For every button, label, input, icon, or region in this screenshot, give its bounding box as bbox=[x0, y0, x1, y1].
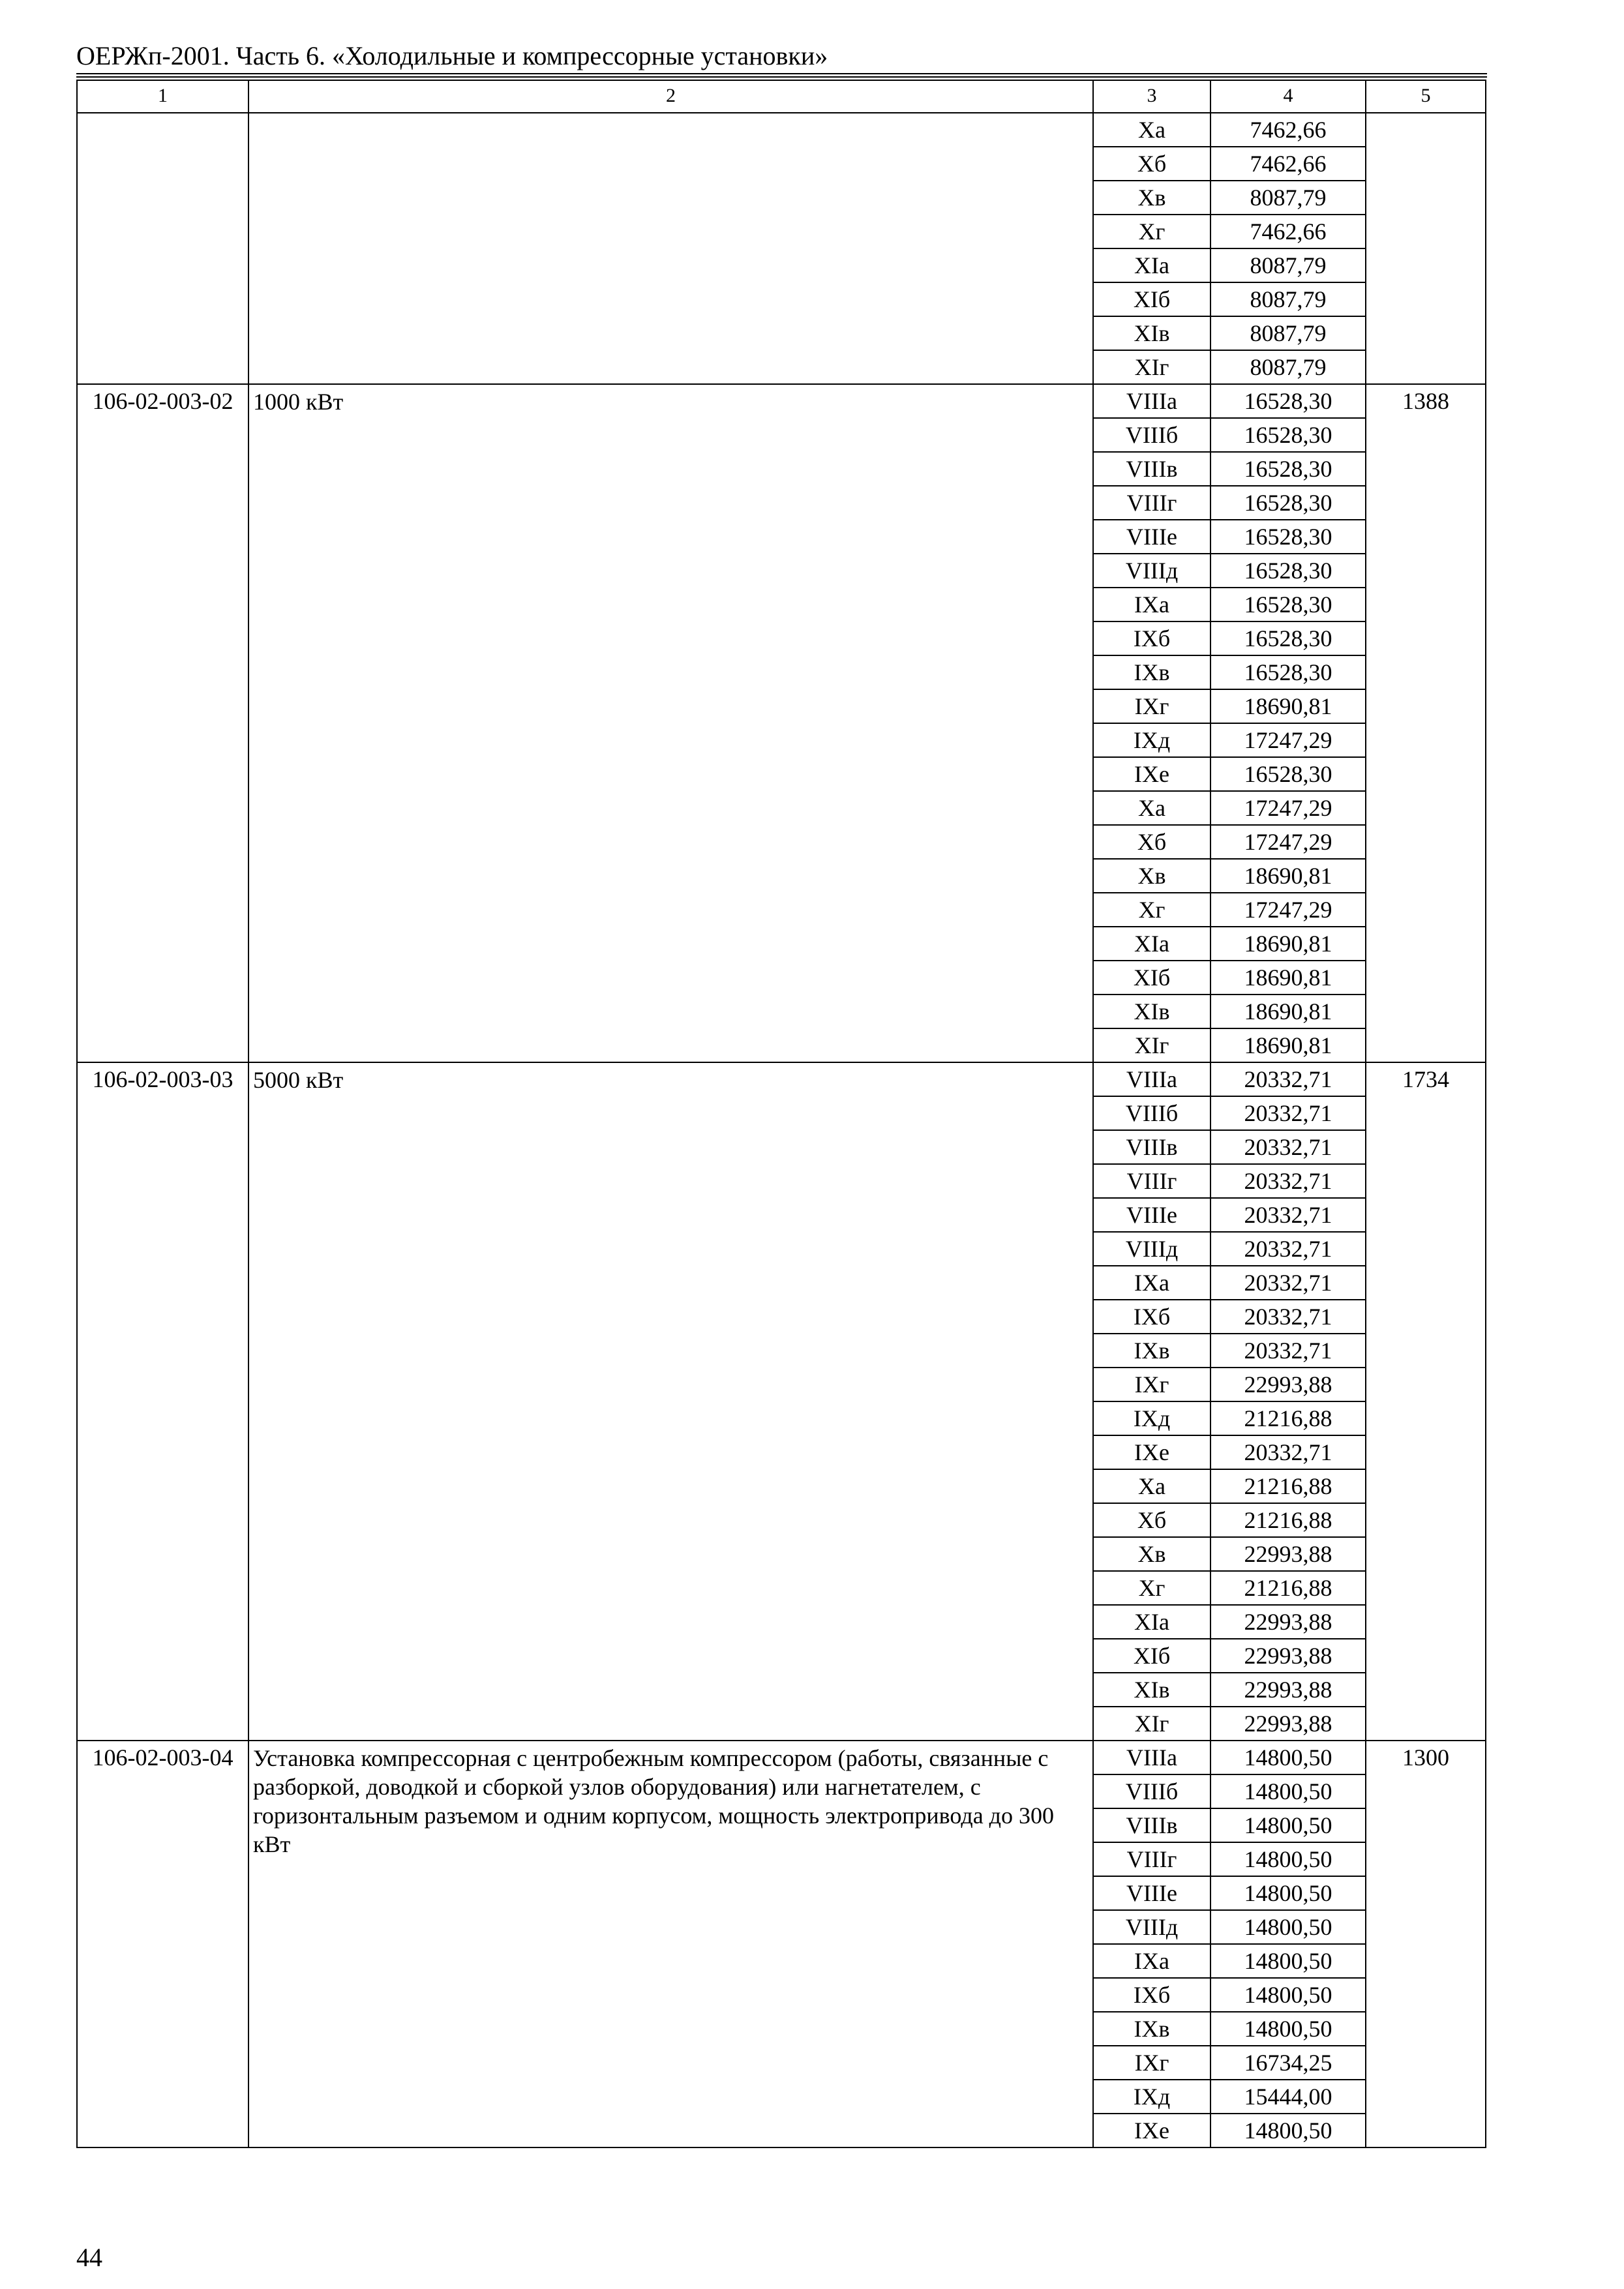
price-cell: 14800,50 bbox=[1210, 2114, 1366, 2147]
zone-cell: ХIб bbox=[1093, 961, 1210, 995]
zone-cell: Хг bbox=[1093, 215, 1210, 248]
zone-cell: ХIв bbox=[1093, 316, 1210, 350]
price-cell: 8087,79 bbox=[1210, 181, 1366, 215]
item-description: 1000 кВт bbox=[248, 384, 1093, 1062]
zone-cell: VIIIе bbox=[1093, 1876, 1210, 1910]
zone-cell: IХг bbox=[1093, 689, 1210, 723]
item-code: 106-02-003-02 bbox=[77, 384, 248, 1062]
price-cell: 16734,25 bbox=[1210, 2046, 1366, 2080]
zone-cell: VIIIе bbox=[1093, 520, 1210, 554]
zone-cell: VIIIд bbox=[1093, 554, 1210, 588]
price-cell: 16528,30 bbox=[1210, 452, 1366, 486]
price-cell: 20332,71 bbox=[1210, 1198, 1366, 1232]
price-cell: 22993,88 bbox=[1210, 1639, 1366, 1673]
price-cell: 20332,71 bbox=[1210, 1334, 1366, 1368]
zone-cell: ХIв bbox=[1093, 1673, 1210, 1707]
document-title: ОЕРЖп-2001. Часть 6. «Холодильные и компрессорные установки» bbox=[76, 41, 828, 70]
zone-cell: IХа bbox=[1093, 588, 1210, 621]
price-cell: 20332,71 bbox=[1210, 1232, 1366, 1266]
item-description bbox=[248, 113, 1093, 384]
price-cell: 8087,79 bbox=[1210, 248, 1366, 282]
zone-cell: IХб bbox=[1093, 1978, 1210, 2012]
price-cell: 7462,66 bbox=[1210, 147, 1366, 181]
zone-cell: Ха bbox=[1093, 113, 1210, 147]
price-cell: 22993,88 bbox=[1210, 1537, 1366, 1571]
price-cell: 8087,79 bbox=[1210, 316, 1366, 350]
zone-cell: VIIIб bbox=[1093, 418, 1210, 452]
price-cell: 7462,66 bbox=[1210, 113, 1366, 147]
price-cell: 20332,71 bbox=[1210, 1096, 1366, 1130]
column-number: 3 bbox=[1093, 80, 1210, 113]
zone-cell: Хв bbox=[1093, 181, 1210, 215]
zone-cell: IХб bbox=[1093, 1300, 1210, 1334]
price-cell: 16528,30 bbox=[1210, 418, 1366, 452]
item-code: 106-02-003-03 bbox=[77, 1062, 248, 1741]
price-cell: 20332,71 bbox=[1210, 1435, 1366, 1469]
zone-cell: ХIа bbox=[1093, 1605, 1210, 1639]
zone-cell: Хг bbox=[1093, 1571, 1210, 1605]
price-cell: 8087,79 bbox=[1210, 282, 1366, 316]
price-cell: 18690,81 bbox=[1210, 961, 1366, 995]
price-cell: 8087,79 bbox=[1210, 350, 1366, 384]
price-cell: 16528,30 bbox=[1210, 554, 1366, 588]
zone-cell: Хб bbox=[1093, 825, 1210, 859]
price-cell: 18690,81 bbox=[1210, 927, 1366, 961]
norm-cell: 1300 bbox=[1366, 1741, 1486, 2147]
zone-cell: IХг bbox=[1093, 2046, 1210, 2080]
zone-cell: ХIб bbox=[1093, 282, 1210, 316]
zone-cell: ХIв bbox=[1093, 995, 1210, 1028]
item-description: 5000 кВт bbox=[248, 1062, 1093, 1741]
zone-cell: VIIIв bbox=[1093, 452, 1210, 486]
zone-cell: VIIIа bbox=[1093, 1062, 1210, 1096]
zone-cell: IХе bbox=[1093, 757, 1210, 791]
price-cell: 16528,30 bbox=[1210, 486, 1366, 520]
price-cell: 18690,81 bbox=[1210, 689, 1366, 723]
zone-cell: ХIб bbox=[1093, 1639, 1210, 1673]
page-number: 44 bbox=[76, 2243, 102, 2272]
zone-cell: ХIа bbox=[1093, 248, 1210, 282]
price-cell: 16528,30 bbox=[1210, 757, 1366, 791]
table-body bbox=[77, 113, 1486, 2147]
zone-cell: VIIIв bbox=[1093, 1808, 1210, 1842]
zone-cell: ХIг bbox=[1093, 1028, 1210, 1062]
price-cell: 18690,81 bbox=[1210, 1028, 1366, 1062]
zone-cell: ХIг bbox=[1093, 1707, 1210, 1741]
zone-cell: VIIIа bbox=[1093, 384, 1210, 418]
zone-cell: ХIг bbox=[1093, 350, 1210, 384]
item-description: Установка компрессорная с центробежным компрессором (работы, связанные с разборкой, доводкой и сборкой узлов оборудования) или нагнетателем, с горизонтальным разъемом и одним корпусом, мощность электропривода до 300 кВт bbox=[248, 1741, 1093, 2147]
price-cell: 21216,88 bbox=[1210, 1503, 1366, 1537]
table-row bbox=[77, 1062, 1486, 1096]
price-cell: 14800,50 bbox=[1210, 1876, 1366, 1910]
zone-cell: VIIIа bbox=[1093, 1741, 1210, 1774]
zone-cell: IХг bbox=[1093, 1368, 1210, 1401]
price-cell: 16528,30 bbox=[1210, 621, 1366, 655]
column-number: 4 bbox=[1210, 80, 1366, 113]
price-cell: 14800,50 bbox=[1210, 2012, 1366, 2046]
price-cell: 16528,30 bbox=[1210, 588, 1366, 621]
price-cell: 16528,30 bbox=[1210, 384, 1366, 418]
zone-cell: IХв bbox=[1093, 655, 1210, 689]
price-cell: 17247,29 bbox=[1210, 893, 1366, 927]
zone-cell: Ха bbox=[1093, 791, 1210, 825]
item-code: 106-02-003-04 bbox=[77, 1741, 248, 2147]
zone-cell: Ха bbox=[1093, 1469, 1210, 1503]
price-cell: 16528,30 bbox=[1210, 655, 1366, 689]
zone-cell: VIIIб bbox=[1093, 1096, 1210, 1130]
zone-cell: IХв bbox=[1093, 1334, 1210, 1368]
price-cell: 14800,50 bbox=[1210, 1978, 1366, 2012]
zone-cell: IХе bbox=[1093, 1435, 1210, 1469]
price-cell: 17247,29 bbox=[1210, 825, 1366, 859]
price-cell: 21216,88 bbox=[1210, 1469, 1366, 1503]
zone-cell: IХе bbox=[1093, 2114, 1210, 2147]
zone-cell: IХа bbox=[1093, 1266, 1210, 1300]
price-cell: 20332,71 bbox=[1210, 1300, 1366, 1334]
price-cell: 17247,29 bbox=[1210, 723, 1366, 757]
header-rule bbox=[76, 76, 1487, 78]
zone-cell: IХд bbox=[1093, 1401, 1210, 1435]
table-row bbox=[77, 384, 1486, 418]
zone-cell: IХв bbox=[1093, 2012, 1210, 2046]
price-cell: 14800,50 bbox=[1210, 1774, 1366, 1808]
zone-cell: VIIIг bbox=[1093, 486, 1210, 520]
price-cell: 14800,50 bbox=[1210, 1741, 1366, 1774]
price-cell: 18690,81 bbox=[1210, 995, 1366, 1028]
zone-cell: IХд bbox=[1093, 2080, 1210, 2114]
zone-cell: IХа bbox=[1093, 1944, 1210, 1978]
zone-cell: IХб bbox=[1093, 621, 1210, 655]
price-cell: 7462,66 bbox=[1210, 215, 1366, 248]
price-cell: 14800,50 bbox=[1210, 1842, 1366, 1876]
zone-cell: VIIIе bbox=[1093, 1198, 1210, 1232]
price-cell: 17247,29 bbox=[1210, 791, 1366, 825]
table-row bbox=[77, 1741, 1486, 1774]
price-cell: 22993,88 bbox=[1210, 1605, 1366, 1639]
rates-table bbox=[76, 80, 1486, 2148]
zone-cell: Хв bbox=[1093, 859, 1210, 893]
price-cell: 21216,88 bbox=[1210, 1571, 1366, 1605]
zone-cell: Хб bbox=[1093, 147, 1210, 181]
column-number-row bbox=[77, 80, 1486, 113]
zone-cell: VIIIг bbox=[1093, 1164, 1210, 1198]
price-cell: 22993,88 bbox=[1210, 1673, 1366, 1707]
price-cell: 14800,50 bbox=[1210, 1944, 1366, 1978]
price-cell: 22993,88 bbox=[1210, 1368, 1366, 1401]
column-number: 2 bbox=[248, 80, 1093, 113]
norm-cell: 1734 bbox=[1366, 1062, 1486, 1741]
price-cell: 18690,81 bbox=[1210, 859, 1366, 893]
price-cell: 22993,88 bbox=[1210, 1707, 1366, 1741]
price-cell: 16528,30 bbox=[1210, 520, 1366, 554]
table-row bbox=[77, 113, 1486, 147]
price-cell: 20332,71 bbox=[1210, 1062, 1366, 1096]
zone-cell: Хв bbox=[1093, 1537, 1210, 1571]
column-number: 5 bbox=[1366, 80, 1486, 113]
zone-cell: VIIIб bbox=[1093, 1774, 1210, 1808]
price-cell: 20332,71 bbox=[1210, 1164, 1366, 1198]
header-rule bbox=[76, 73, 1487, 74]
norm-cell: 1388 bbox=[1366, 384, 1486, 1062]
price-cell: 14800,50 bbox=[1210, 1910, 1366, 1944]
zone-cell: IХд bbox=[1093, 723, 1210, 757]
norm-cell bbox=[1366, 113, 1486, 384]
zone-cell: VIIIд bbox=[1093, 1910, 1210, 1944]
zone-cell: VIIIг bbox=[1093, 1842, 1210, 1876]
price-cell: 20332,71 bbox=[1210, 1130, 1366, 1164]
price-cell: 21216,88 bbox=[1210, 1401, 1366, 1435]
price-cell: 20332,71 bbox=[1210, 1266, 1366, 1300]
zone-cell: ХIа bbox=[1093, 927, 1210, 961]
price-cell: 14800,50 bbox=[1210, 1808, 1366, 1842]
zone-cell: VIIIв bbox=[1093, 1130, 1210, 1164]
zone-cell: Хб bbox=[1093, 1503, 1210, 1537]
column-number: 1 bbox=[77, 80, 248, 113]
item-code bbox=[77, 113, 248, 384]
zone-cell: Хг bbox=[1093, 893, 1210, 927]
price-cell: 15444,00 bbox=[1210, 2080, 1366, 2114]
zone-cell: VIIIд bbox=[1093, 1232, 1210, 1266]
